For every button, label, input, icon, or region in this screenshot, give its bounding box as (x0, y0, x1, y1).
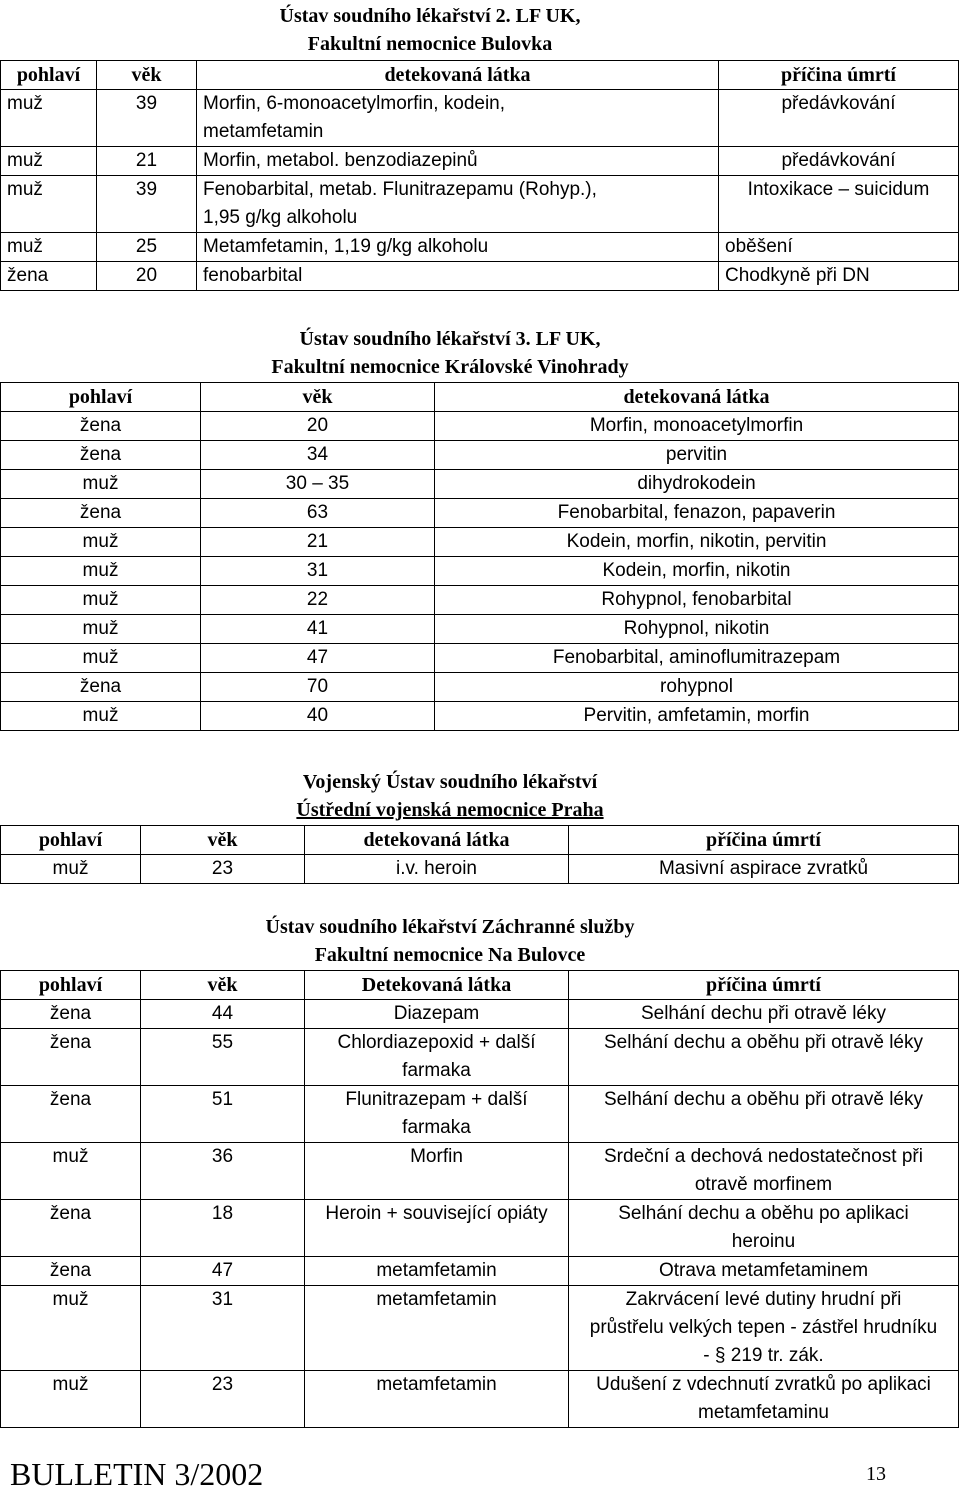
cell-cause (569, 1257, 959, 1286)
substance-text: Fenobarbital, metab. Flunitrazepamu (Rohyp.), 1,95 g/kg alkoholu (203, 179, 597, 228)
cell-sex: žena (1, 441, 201, 470)
cell-sex: žena (1, 673, 201, 702)
cell-age: 25 (97, 233, 197, 262)
title-line: Ústav soudního lékařství 3. LF UK, (299, 328, 601, 350)
cell-text: metamfetamin (376, 1289, 497, 1310)
table-row (1, 1257, 959, 1286)
title-line: Ústřední vojenská nemocnice Praha (296, 799, 604, 821)
header-cell: věk (201, 383, 435, 412)
cell-substance (197, 176, 719, 233)
cell-sex: muž (1, 176, 97, 233)
cell-text: metamfetamin (376, 1374, 497, 1395)
table-row (1, 1200, 959, 1257)
table-row (1, 1000, 959, 1029)
table-row (1, 441, 959, 470)
cell-text: Udušení z vdechnutí zvratků po aplikaci metamfetaminu (596, 1374, 931, 1423)
cell-sex: muž (1, 586, 201, 615)
cell-text: Selhání dechu při otravě léky (640, 1003, 887, 1024)
cell-text: Diazepam (393, 1003, 480, 1024)
cell-substance (305, 1257, 569, 1286)
table-row (1, 1143, 959, 1200)
cell-cause: Chodkyně při DN (719, 262, 959, 291)
cell-substance: Rohypnol, fenobarbital (435, 586, 959, 615)
cell-sex: žena (1, 1000, 141, 1029)
cell-substance: Kodein, morfin, nikotin (435, 557, 959, 586)
header-cell: Detekovaná látka (305, 971, 569, 1000)
section-title-military (0, 768, 900, 824)
table-header-row (1, 61, 959, 90)
cell-cause (569, 1371, 959, 1428)
table-body (1, 1000, 959, 1428)
table-row (1, 90, 959, 147)
cell-age: 44 (141, 1000, 305, 1029)
cell-substance: Metamfetamin, 1,19 g/kg alkoholu (197, 233, 719, 262)
cell-sex: muž (1, 528, 201, 557)
cell-sex: žena (1, 262, 97, 291)
table-body (1, 412, 959, 731)
cell-text: Selhání dechu a oběhu po aplikaci heroinu (618, 1203, 909, 1252)
cell-sex: muž (1, 702, 201, 731)
cell-age: 47 (141, 1257, 305, 1286)
cell-age: 63 (201, 499, 435, 528)
cell-text: Selhání dechu a oběhu při otravě léky (604, 1032, 923, 1053)
section-title (0, 2, 860, 58)
cell-text: Flunitrazepam + další farmaka (345, 1089, 528, 1138)
title-line: Fakultní nemocnice Na Bulovce (314, 944, 586, 966)
cell-sex: muž (1, 644, 201, 673)
header-cell: příčina úmrtí (569, 826, 959, 855)
table-row (1, 1286, 959, 1371)
table-header-row (1, 971, 959, 1000)
table-military (0, 825, 959, 884)
cell-substance: Pervitin, amfetamin, morfin (435, 702, 959, 731)
table-row (1, 528, 959, 557)
cell-age: 41 (201, 615, 435, 644)
cell-cause (569, 1143, 959, 1200)
title-line: Vojenský Ústav soudního lékařství (302, 771, 598, 793)
header-cell: detekovaná látka (197, 61, 719, 90)
cell-substance (305, 1086, 569, 1143)
cell-age: 55 (141, 1029, 305, 1086)
cell-cause (569, 1029, 959, 1086)
table-row (1, 557, 959, 586)
cell-sex: muž (1, 855, 141, 884)
cell-sex: muž (1, 615, 201, 644)
cell-cause: předávkování (719, 90, 959, 147)
cell-sex: muž (1, 1371, 141, 1428)
cell-sex: žena (1, 412, 201, 441)
header-cell: pohlaví (1, 61, 97, 90)
table-row (1, 615, 959, 644)
cell-text: Morfin (410, 1146, 463, 1167)
cell-substance: pervitin (435, 441, 959, 470)
cell-age: 21 (201, 528, 435, 557)
cell-substance: Rohypnol, nikotin (435, 615, 959, 644)
section-title-rescue (0, 913, 900, 969)
cell-cause (569, 1200, 959, 1257)
cell-sex: muž (1, 90, 97, 147)
title-line: Ústav soudního lékařství 2. LF UK, (279, 5, 581, 27)
cell-cause (569, 1286, 959, 1371)
cell-sex: žena (1, 1086, 141, 1143)
title-line: Fakultní nemocnice Královské Vinohrady (271, 356, 629, 378)
cell-substance (305, 1000, 569, 1029)
cell-age: 23 (141, 1371, 305, 1428)
cell-substance: Fenobarbital, fenazon, papaverin (435, 499, 959, 528)
header-cell: příčina úmrtí (719, 61, 959, 90)
cell-cause: Intoxikace – suicidum (719, 176, 959, 233)
cell-substance: Fenobarbital, aminoflumitrazepam (435, 644, 959, 673)
cell-text: Zakrvácení levé dutiny hrudní při průstřelu velkých tepen - zástřel hrudníku - § 219 tr. zák. (589, 1289, 938, 1366)
cell-substance: dihydrokodein (435, 470, 959, 499)
cell-sex: žena (1, 499, 201, 528)
table-row (1, 1029, 959, 1086)
cell-sex: žena (1, 1029, 141, 1086)
cell-cause: oběšení (719, 233, 959, 262)
header-cell: věk (141, 971, 305, 1000)
cell-substance (305, 1029, 569, 1086)
cell-substance: i.v. heroin (305, 855, 569, 884)
cell-cause (569, 1086, 959, 1143)
cell-age: 18 (141, 1200, 305, 1257)
cell-sex: žena (1, 1200, 141, 1257)
cell-sex: muž (1, 1143, 141, 1200)
section-title-vinohrady (0, 325, 900, 381)
cell-age: 39 (97, 176, 197, 233)
cell-sex: muž (1, 1286, 141, 1371)
cell-substance: Kodein, morfin, nikotin, pervitin (435, 528, 959, 557)
header-cell: pohlaví (1, 383, 201, 412)
cell-age: 36 (141, 1143, 305, 1200)
cell-cause (569, 1000, 959, 1029)
cell-substance (305, 1200, 569, 1257)
header-cell: detekovaná látka (435, 383, 959, 412)
header-cell: pohlaví (1, 826, 141, 855)
cell-age: 20 (201, 412, 435, 441)
table-row (1, 586, 959, 615)
cell-age: 70 (201, 673, 435, 702)
header-cell: věk (141, 826, 305, 855)
cell-age: 51 (141, 1086, 305, 1143)
cell-substance (305, 1143, 569, 1200)
cell-sex: muž (1, 557, 201, 586)
cell-text: metamfetamin (376, 1260, 497, 1281)
title-line: Fakultní nemocnice Bulovka (307, 33, 553, 55)
cell-age: 21 (97, 147, 197, 176)
cell-text: Chlordiazepoxid + další farmaka (337, 1032, 536, 1081)
header-cell: detekovaná látka (305, 826, 569, 855)
table-header-row (1, 826, 959, 855)
table-row (1, 673, 959, 702)
table-row (1, 147, 959, 176)
cell-age: 40 (201, 702, 435, 731)
table-row (1, 1371, 959, 1428)
table-row (1, 470, 959, 499)
table-row (1, 412, 959, 441)
cell-age: 34 (201, 441, 435, 470)
cell-age: 20 (97, 262, 197, 291)
cell-substance (197, 90, 719, 147)
table-row (1, 262, 959, 291)
cell-sex: muž (1, 147, 97, 176)
page-number: 13 (866, 1463, 886, 1485)
title-line: Ústav soudního lékařství Záchranné služby (265, 916, 635, 938)
cell-sex: muž (1, 470, 201, 499)
cell-cause: Masivní aspirace zvratků (569, 855, 959, 884)
cell-substance: fenobarbital (197, 262, 719, 291)
table-row (1, 702, 959, 731)
cell-substance (305, 1286, 569, 1371)
cell-substance (305, 1371, 569, 1428)
cell-age: 30 – 35 (201, 470, 435, 499)
table-row (1, 855, 959, 884)
cell-cause: předávkování (719, 147, 959, 176)
cell-sex: žena (1, 1257, 141, 1286)
cell-age: 47 (201, 644, 435, 673)
table-row (1, 1086, 959, 1143)
header-cell: příčina úmrtí (569, 971, 959, 1000)
table-row (1, 644, 959, 673)
cell-age: 39 (97, 90, 197, 147)
cell-age: 31 (201, 557, 435, 586)
bulletin-label: BULLETIN 3/2002 (10, 1456, 264, 1492)
cell-age: 22 (201, 586, 435, 615)
table-row (1, 233, 959, 262)
cell-age: 23 (141, 855, 305, 884)
cell-substance: rohypnol (435, 673, 959, 702)
cell-text: Srdeční a dechová nedostatečnost při otravě morfinem (604, 1146, 923, 1195)
table-header-row (1, 383, 959, 412)
cell-text: Otrava metamfetaminem (658, 1260, 869, 1281)
table-vinohrady (0, 382, 959, 731)
cell-age: 31 (141, 1286, 305, 1371)
table-row (1, 176, 959, 233)
cell-substance: Morfin, monoacetylmorfin (435, 412, 959, 441)
cell-text: Selhání dechu a oběhu při otravě léky (604, 1089, 923, 1110)
cell-text: Heroin + související opiáty (325, 1203, 548, 1224)
cell-substance: Morfin, metabol. benzodiazepinů (197, 147, 719, 176)
table-row (1, 499, 959, 528)
header-cell: pohlaví (1, 971, 141, 1000)
header-cell: věk (97, 61, 197, 90)
table-bulovka (0, 60, 959, 291)
table-rescue (0, 970, 959, 1428)
cell-sex: muž (1, 233, 97, 262)
substance-text: Morfin, 6-monoacetylmorfin, kodein, metamfetamin (203, 93, 506, 142)
